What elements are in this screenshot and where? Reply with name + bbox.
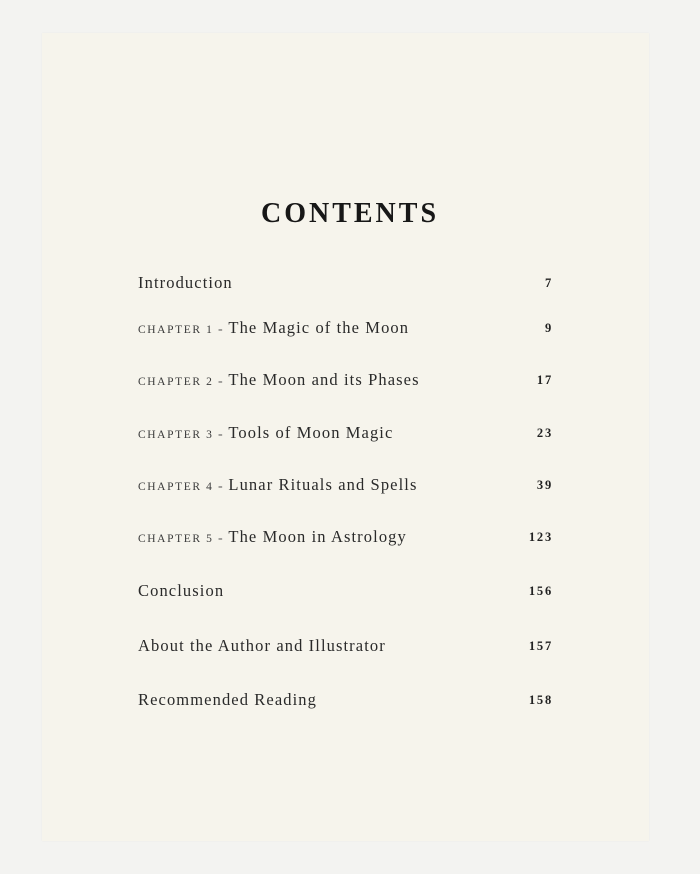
- separator: -: [213, 427, 229, 442]
- toc-entry-label: [138, 370, 420, 390]
- page-title: CONTENTS: [260, 198, 440, 229]
- entry-title: The Moon and its Phases: [228, 370, 420, 389]
- toc-entry-label: [138, 423, 393, 443]
- page-number: 39: [536, 478, 553, 492]
- separator: -: [213, 531, 229, 546]
- toc-entry-label: [138, 581, 224, 601]
- page-number: 157: [528, 639, 553, 653]
- page-number: 123: [528, 530, 553, 544]
- toc-entry-about-author: [138, 636, 554, 660]
- entry-title: Lunar Rituals and Spells: [228, 475, 418, 494]
- separator: -: [213, 374, 229, 389]
- entry-title: Tools of Moon Magic: [228, 423, 394, 442]
- chapter-prefix: CHAPTER 3: [138, 429, 214, 441]
- chapter-prefix: CHAPTER 5: [138, 533, 214, 545]
- toc-entry-label: [138, 527, 407, 547]
- toc-entry-label: [138, 690, 317, 710]
- entry-title: The Moon in Astrology: [228, 527, 407, 546]
- page-number: 158: [528, 693, 553, 707]
- entry-title: Recommended Reading: [138, 690, 317, 709]
- entry-title: Introduction: [138, 273, 233, 292]
- toc-entry-introduction: [138, 273, 554, 297]
- page-number: 23: [536, 426, 553, 440]
- toc-entry-chapter-2: [138, 370, 554, 394]
- chapter-prefix: CHAPTER 4: [138, 481, 214, 493]
- toc-entry-label: [138, 318, 409, 338]
- toc-entry-label: [138, 475, 417, 495]
- toc-entry-chapter-3: [138, 423, 554, 447]
- entry-title: About the Author and Illustrator: [138, 636, 386, 655]
- toc-entry-chapter-4: [138, 475, 554, 499]
- page-number: 7: [544, 276, 553, 290]
- separator: -: [213, 322, 229, 337]
- toc-entry-label: [138, 636, 386, 656]
- toc-entry-chapter-5: [138, 527, 554, 551]
- entry-title: Conclusion: [138, 581, 225, 600]
- chapter-prefix: CHAPTER 2: [138, 376, 214, 388]
- toc-entry-conclusion: [138, 581, 554, 605]
- toc-entry-label: [138, 273, 233, 293]
- separator: -: [213, 479, 229, 494]
- page-number: 17: [536, 373, 553, 387]
- toc-entry-recommended-reading: [138, 690, 554, 714]
- toc-entry-chapter-1: [138, 318, 554, 342]
- chapter-prefix: CHAPTER 1: [138, 324, 214, 336]
- entry-title: The Magic of the Moon: [228, 318, 410, 337]
- page-number: 156: [528, 584, 553, 598]
- page-number: 9: [544, 321, 553, 335]
